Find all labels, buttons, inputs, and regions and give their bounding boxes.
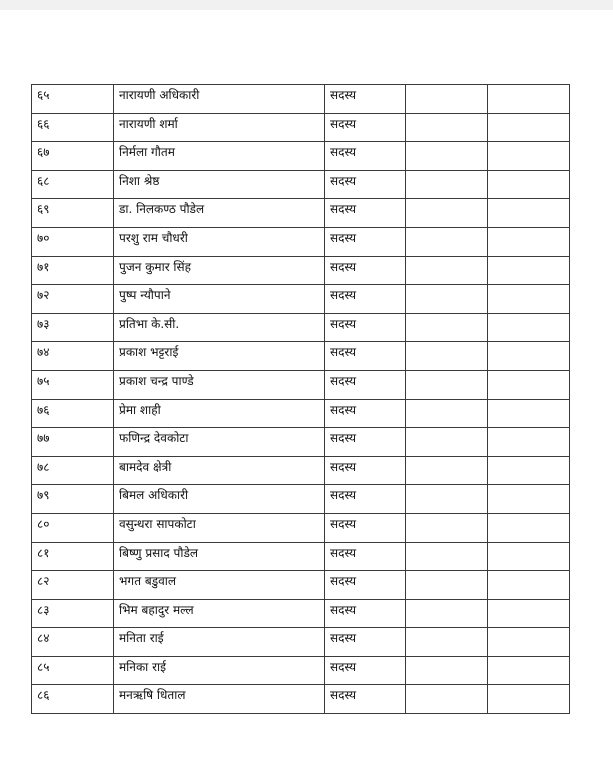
member-role-cell: सदस्य	[325, 656, 406, 685]
serial-number-cell: ८१	[32, 542, 114, 571]
blank-cell	[488, 456, 570, 485]
member-role-cell: सदस्य	[325, 85, 406, 114]
member-name-cell: भगत बडुवाल	[114, 571, 325, 600]
table-row	[32, 399, 570, 428]
serial-number-cell: ७८	[32, 456, 114, 485]
blank-cell	[406, 485, 488, 514]
member-role-cell: सदस्य	[325, 313, 406, 342]
member-name-cell: डा. निलकण्ठ पौडेल	[114, 199, 325, 228]
blank-cell	[488, 628, 570, 657]
blank-cell	[488, 256, 570, 285]
table-row	[32, 513, 570, 542]
member-name-cell: मनऋषि धिताल	[114, 685, 325, 714]
blank-cell	[406, 113, 488, 142]
blank-cell	[406, 428, 488, 457]
table-row	[32, 170, 570, 199]
table-row	[32, 485, 570, 514]
blank-cell	[406, 342, 488, 371]
member-role-cell: सदस्य	[325, 542, 406, 571]
member-name-cell: बामदेव क्षेत्री	[114, 456, 325, 485]
blank-cell	[406, 313, 488, 342]
member-role-cell: सदस्य	[325, 571, 406, 600]
blank-cell	[488, 513, 570, 542]
member-table-body	[32, 85, 570, 714]
member-name-cell: पुष्प न्यौपाने	[114, 285, 325, 314]
member-role-cell: सदस्य	[325, 256, 406, 285]
serial-number-cell: ६५	[32, 85, 114, 114]
table-row	[32, 256, 570, 285]
blank-cell	[488, 313, 570, 342]
member-name-cell: प्रकाश भट्टराई	[114, 342, 325, 371]
blank-cell	[488, 370, 570, 399]
member-name-cell: मनिका राई	[114, 656, 325, 685]
member-role-cell: सदस्य	[325, 342, 406, 371]
member-role-cell: सदस्य	[325, 513, 406, 542]
table-row	[32, 113, 570, 142]
table-row	[32, 685, 570, 714]
blank-cell	[406, 256, 488, 285]
member-name-cell: बिमल अधिकारी	[114, 485, 325, 514]
member-name-cell: मनिता राई	[114, 628, 325, 657]
member-role-cell: सदस्य	[325, 285, 406, 314]
table-row	[32, 313, 570, 342]
blank-cell	[406, 370, 488, 399]
member-role-cell: सदस्य	[325, 227, 406, 256]
blank-cell	[406, 599, 488, 628]
blank-cell	[488, 542, 570, 571]
blank-cell	[488, 285, 570, 314]
member-role-cell: सदस्य	[325, 170, 406, 199]
member-name-cell: फणिन्द्र देवकोटा	[114, 428, 325, 457]
blank-cell	[488, 170, 570, 199]
member-role-cell: सदस्य	[325, 456, 406, 485]
member-role-cell: सदस्य	[325, 628, 406, 657]
member-role-cell: सदस्य	[325, 428, 406, 457]
table-row	[32, 599, 570, 628]
member-name-cell: नारायणी शर्मा	[114, 113, 325, 142]
serial-number-cell: ७७	[32, 428, 114, 457]
blank-cell	[488, 85, 570, 114]
blank-cell	[406, 571, 488, 600]
blank-cell	[406, 542, 488, 571]
member-role-cell: सदस्य	[325, 685, 406, 714]
member-name-cell: प्रतिभा के.सी.	[114, 313, 325, 342]
member-role-cell: सदस्य	[325, 399, 406, 428]
blank-cell	[488, 428, 570, 457]
member-table	[31, 84, 570, 714]
document-page	[0, 10, 613, 768]
table-row	[32, 342, 570, 371]
table-row	[32, 656, 570, 685]
member-role-cell: सदस्य	[325, 113, 406, 142]
member-role-cell: सदस्य	[325, 199, 406, 228]
serial-number-cell: ६७	[32, 142, 114, 171]
serial-number-cell: ८५	[32, 656, 114, 685]
serial-number-cell: ७४	[32, 342, 114, 371]
table-row	[32, 142, 570, 171]
member-name-cell: निर्मला गौतम	[114, 142, 325, 171]
member-name-cell: बिष्णु प्रसाद पौडेल	[114, 542, 325, 571]
serial-number-cell: ८३	[32, 599, 114, 628]
table-row	[32, 285, 570, 314]
blank-cell	[406, 685, 488, 714]
member-name-cell: निशा श्रेष्ठ	[114, 170, 325, 199]
blank-cell	[406, 656, 488, 685]
member-name-cell: पुजन कुमार सिंह	[114, 256, 325, 285]
serial-number-cell: ८४	[32, 628, 114, 657]
blank-cell	[488, 142, 570, 171]
blank-cell	[488, 342, 570, 371]
table-row	[32, 85, 570, 114]
blank-cell	[488, 113, 570, 142]
blank-cell	[406, 170, 488, 199]
table-row	[32, 628, 570, 657]
member-name-cell: भिम बहादुर मल्ल	[114, 599, 325, 628]
member-role-cell: सदस्य	[325, 370, 406, 399]
blank-cell	[488, 685, 570, 714]
blank-cell	[488, 599, 570, 628]
blank-cell	[488, 656, 570, 685]
member-name-cell: परशु राम चौधरी	[114, 227, 325, 256]
serial-number-cell: ७९	[32, 485, 114, 514]
member-name-cell: नारायणी अधिकारी	[114, 85, 325, 114]
blank-cell	[406, 227, 488, 256]
serial-number-cell: ७०	[32, 227, 114, 256]
blank-cell	[488, 571, 570, 600]
serial-number-cell: ७३	[32, 313, 114, 342]
serial-number-cell: ८०	[32, 513, 114, 542]
serial-number-cell: ७१	[32, 256, 114, 285]
blank-cell	[406, 513, 488, 542]
table-row	[32, 571, 570, 600]
blank-cell	[488, 485, 570, 514]
blank-cell	[406, 142, 488, 171]
member-role-cell: सदस्य	[325, 485, 406, 514]
blank-cell	[488, 399, 570, 428]
member-role-cell: सदस्य	[325, 142, 406, 171]
serial-number-cell: ६९	[32, 199, 114, 228]
blank-cell	[488, 227, 570, 256]
member-name-cell: प्रेमा शाही	[114, 399, 325, 428]
serial-number-cell: ६८	[32, 170, 114, 199]
table-row	[32, 199, 570, 228]
blank-cell	[406, 85, 488, 114]
serial-number-cell: ७६	[32, 399, 114, 428]
table-row	[32, 428, 570, 457]
blank-cell	[406, 199, 488, 228]
blank-cell	[406, 285, 488, 314]
table-row	[32, 227, 570, 256]
table-row	[32, 542, 570, 571]
blank-cell	[406, 456, 488, 485]
member-name-cell: वसुन्धरा सापकोटा	[114, 513, 325, 542]
serial-number-cell: ७२	[32, 285, 114, 314]
serial-number-cell: ८६	[32, 685, 114, 714]
serial-number-cell: ८२	[32, 571, 114, 600]
serial-number-cell: ७५	[32, 370, 114, 399]
member-role-cell: सदस्य	[325, 599, 406, 628]
blank-cell	[488, 199, 570, 228]
blank-cell	[406, 399, 488, 428]
blank-cell	[406, 628, 488, 657]
serial-number-cell: ६६	[32, 113, 114, 142]
table-row	[32, 370, 570, 399]
member-name-cell: प्रकाश चन्द्र पाण्डे	[114, 370, 325, 399]
table-row	[32, 456, 570, 485]
